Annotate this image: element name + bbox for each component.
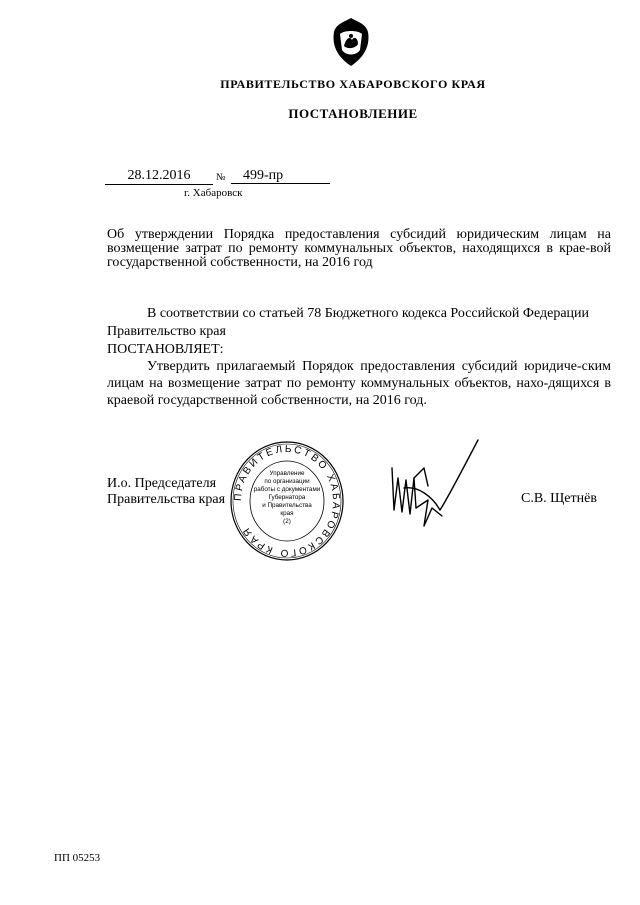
stamp-line: Управление xyxy=(269,470,305,477)
body-paragraph-resolves: ПОСТАНОВЛЯЕТ: xyxy=(107,342,224,357)
stamp-line: Губернатора xyxy=(268,494,306,501)
organization-title: ПРАВИТЕЛЬСТВО ХАБАРОВСКОГО КРАЯ xyxy=(220,77,486,91)
number-mark: № xyxy=(216,172,226,183)
document-type: ПОСТАНОВЛЕНИЕ xyxy=(288,106,418,121)
body-paragraph-approve: Утвердить прилагаемый Порядок предоставления субсидий юридиче-ским лицам на возмещение затрат по ремонту коммунальных объектов, нахо-дящихся в краевой государственной собственности, на 2016 год. xyxy=(107,359,611,408)
document-date: 28.12.2016 xyxy=(105,167,213,185)
stamp-line: работы с документами xyxy=(253,486,321,493)
stamp-line: края xyxy=(280,510,294,517)
signatory-post-line2: Правительства края xyxy=(107,492,226,507)
document-code: ПП 05253 xyxy=(54,852,101,864)
document-city: г. Хабаровск xyxy=(184,187,243,199)
handwritten-signature xyxy=(384,438,480,534)
stamp-line: и Правительства xyxy=(262,502,312,509)
stamp-line: (2) xyxy=(283,518,291,525)
body-paragraph-basis: В соответствии со статьей 78 Бюджетного кодекса Российской Федерации xyxy=(147,306,590,321)
document-number: 499-пр xyxy=(231,167,330,184)
stamp-ring-text: ПРАВИТЕЛЬСТВО ХАБАРОВСКОГО КРАЯ xyxy=(232,443,342,559)
document-subject: Об утверждении Порядка предоставления субсидий юридическим лицам на возмещение затрат по ремонту коммунальных объектов, находящихся в крае-вой государственной собственности, на 2016 год xyxy=(107,227,611,270)
body-paragraph-government: Правительство края xyxy=(107,324,226,339)
signatory-post-line1: И.о. Председателя xyxy=(107,476,217,491)
coat-of-arms-icon xyxy=(330,16,372,68)
official-stamp xyxy=(229,440,345,563)
stamp-line: по организации xyxy=(264,478,310,485)
signatory-name: С.В. Щетнёв xyxy=(521,491,597,506)
